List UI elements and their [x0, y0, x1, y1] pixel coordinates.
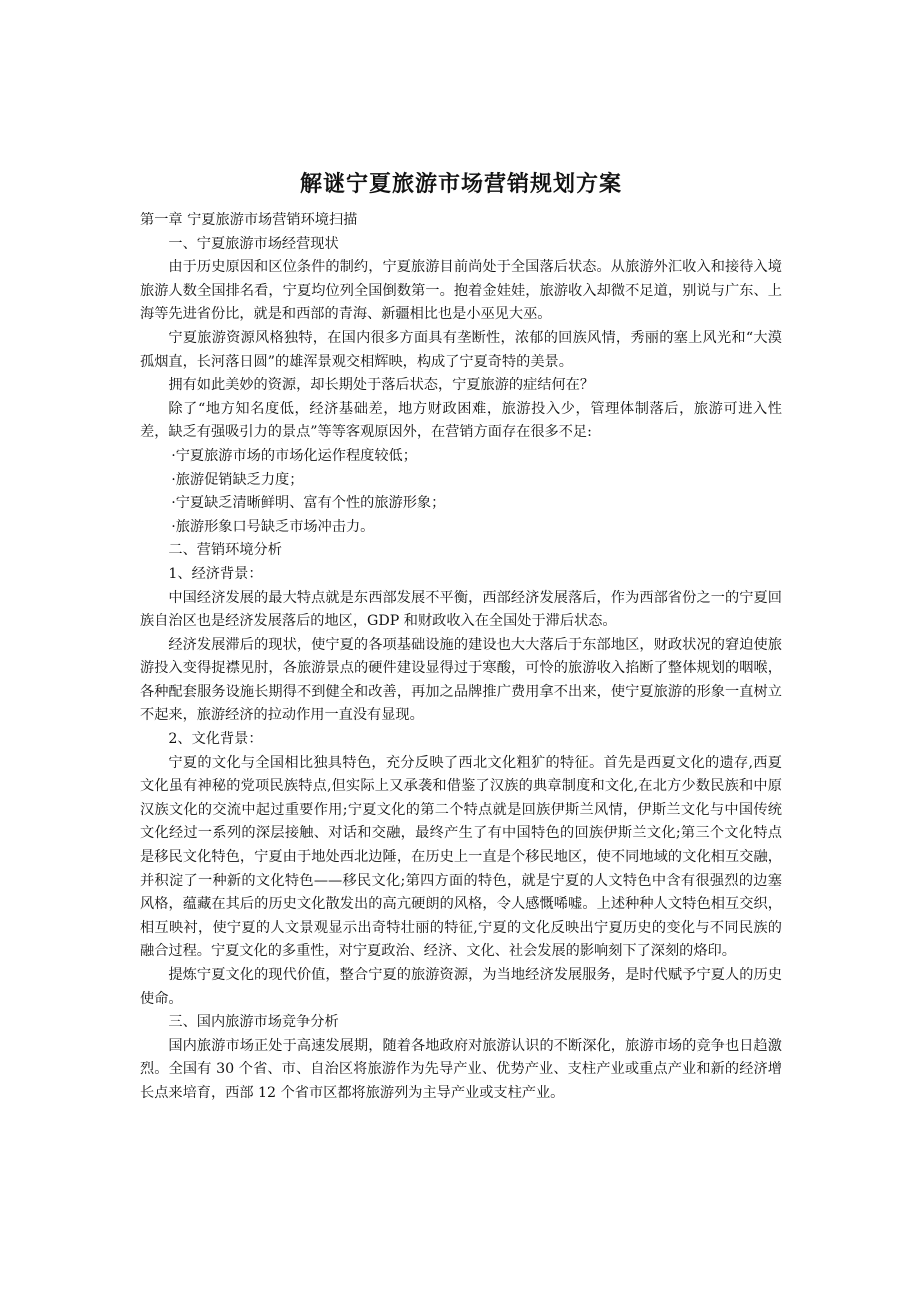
paragraph: 由于历史原因和区位条件的制约，宁夏旅游目前尚处于全国落后状态。从旅游外汇收入和接待入境旅游人数全国排名看，宁夏均位列全国倒数第一。抱着金娃娃，旅游收入却微不足道，别说与广东、上海等先进省份比，就是和西部的青海、新疆相比也是小巫见大巫。 — [140, 259, 782, 323]
paragraph: 第一章 宁夏旅游市场营销环境扫描 — [140, 212, 358, 228]
paragraph: 拥有如此美妙的资源，却长期处于落后状态，宁夏旅游的症结何在？ — [168, 377, 595, 394]
paragraph: 宁夏的文化与全国相比独具特色，充分反映了西北文化粗犷的特征。首先是西夏文化的遗存,西夏文化虽有神秘的党项民族特点,但实际上又承袭和借鉴了汉族的典章制度和文化,在北方少数民族和中原汉族文化的交流中起过重要作用;宁夏文化的第二个特点就是回族伊斯兰风情，伊斯兰文化与中国传统文化经过一系列的深层接触、对话和交融，最终产生了有中国特色的回族伊斯兰文化;第三个文化特点是移民文化特色，宁夏由于地处西北边陲，在历史上一直是个移民地区，使不同地域的文化相互交融，并积淀了一种新的文化特色——移民文化;第四方面的特色，就是宁夏的人文特色中含有很强烈的边塞风格，蕴藏在其后的历史文化散发出的高亢硬朗的风格，令人感慨唏嘘。上述种种人文特色相互交织，相互映衬，使宁夏的人文景观显示出奇特壮丽的特征,宁夏的文化反映出宁夏历史的变化与不同民族的融合过程。宁夏文化的多重性，对宁夏政治、经济、文化、社会发展的影响刻下了深刻的烙印。 — [140, 754, 782, 960]
document-page — [140, 165, 782, 1106]
paragraph: ·旅游促销缺乏力度； — [171, 471, 304, 488]
paragraph: ·宁夏旅游市场的市场化运作程度较低； — [171, 447, 417, 464]
paragraph: 经济发展滞后的现状，使宁夏的各项基础设施的建设也大大落后于东部地区，财政状况的窘迫使旅游投入变得捉襟见肘，各旅游景点的硬件建设显得过于寒酸，可怜的旅游收入掐断了整体规划的咽喉，各种配套服务设施长期得不到健全和改善，再加之品牌推广费用拿不出来，使宁夏旅游的形象一直树立不起来，旅游经济的拉动作用一直没有显现。 — [140, 636, 782, 724]
paragraph: 三、国内旅游市场竞争分析 — [168, 1014, 339, 1031]
document-body — [140, 209, 782, 1106]
paragraph: 除了“地方知名度低，经济基础差，地方财政困难，旅游投入少，管理体制落后，旅游可进入性差，缺乏有强吸引力的景点”等等客观原因外，在营销方面存在很多不足: — [140, 400, 782, 441]
paragraph: ·旅游形象口号缺乏市场冲击力。 — [171, 518, 375, 535]
paragraph: 宁夏旅游资源风格独特，在国内很多方面具有垄断性，浓郁的回族风情，秀丽的塞上风光和“大漠孤烟直，长河落日圆”的雄浑景观交相辉映，构成了宁夏奇特的美景。 — [140, 329, 782, 370]
paragraph: 一、宁夏旅游市场经营现状 — [168, 235, 339, 252]
paragraph: 提炼宁夏文化的现代价值，整合宁夏的旅游资源，为当地经济发展服务，是时代赋予宁夏人的历史使命。 — [140, 967, 782, 1007]
paragraph: 中国经济发展的最大特点就是东西部发展不平衡，西部经济发展落后，作为西部省份之一的宁夏回族自治区也是经济发展落后的地区，GDP 和财政收入在全国处于滞后状态。 — [140, 589, 782, 630]
paragraph: 二、营销环境分析 — [168, 542, 282, 559]
paragraph: 国内旅游市场正处于高速发展期，随着各地政府对旅游认识的不断深化，旅游市场的竞争也日趋激烈。全国有 30 个省、市、自治区将旅游作为先导产业、优势产业、支柱产业或重点产业和新的经济增长点来培育，西部 12 个省市区都将旅游列为主导产业或支柱产业。 — [140, 1037, 782, 1101]
paragraph: 2、文化背景： — [168, 731, 263, 748]
paragraph: 1、经济背景： — [168, 565, 263, 582]
paragraph: ·宁夏缺乏清晰鲜明、富有个性的旅游形象； — [171, 495, 446, 512]
document-title: 解谜宁夏旅游市场营销规划方案 — [299, 172, 622, 197]
